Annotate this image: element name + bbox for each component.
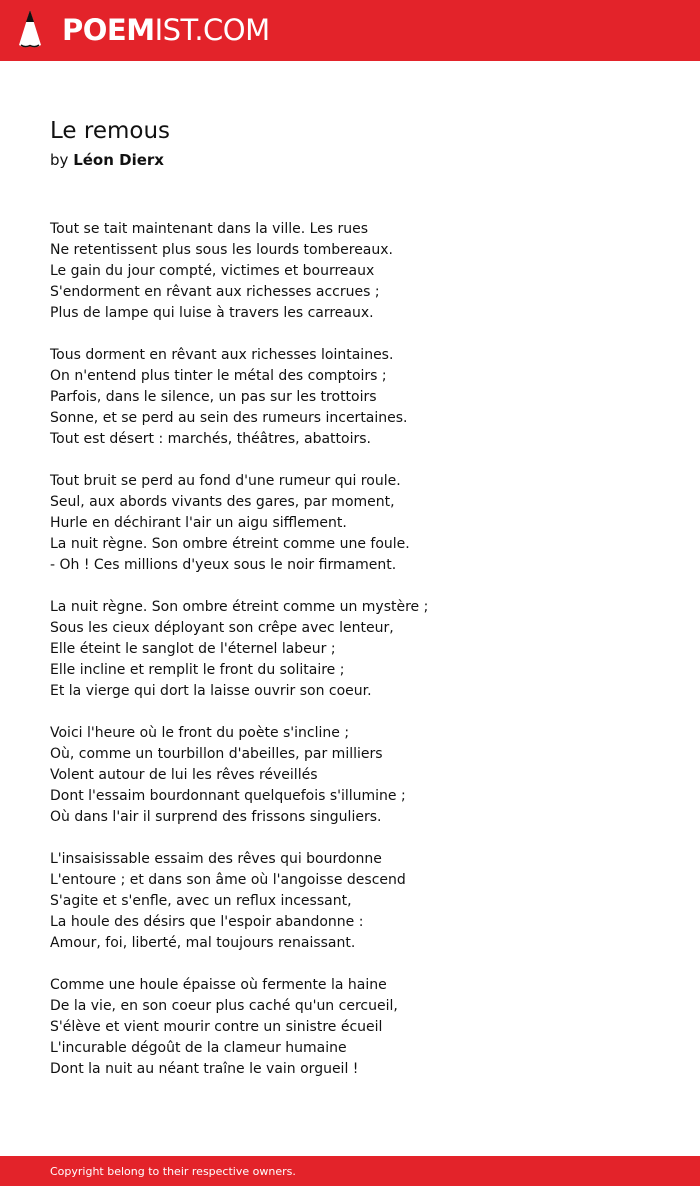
poem-line: Et la vierge qui dort la laisse ouvrir son coeur. (50, 683, 372, 699)
poem-stanza (50, 219, 650, 324)
copyright-text: Copyright belong to their respective owners. (50, 1165, 296, 1178)
poem-header (50, 112, 650, 170)
poem-line: Sous les cieux déployant son crêpe avec lenteur, (50, 620, 394, 636)
poem-line: De la vie, en son coeur plus caché qu'un cercueil, (50, 998, 398, 1014)
poem-line: - Oh ! Ces millions d'yeux sous le noir firmament. (50, 557, 397, 573)
author-name: Léon Dierx (73, 151, 164, 169)
site-logo-text (62, 9, 270, 51)
pencil-icon (18, 9, 42, 51)
poem-line: Voici l'heure où le front du poète s'incline ; (50, 725, 350, 741)
poem-stanza (50, 975, 650, 1080)
poem-line: La houle des désirs que l'espoir abandonne : (50, 914, 364, 930)
poem-line: Tous dorment en rêvant aux richesses lointaines. (50, 347, 394, 363)
poem-line: Elle incline et remplit le front du solitaire ; (50, 662, 345, 678)
poem-line: Tout se tait maintenant dans la ville. Les rues (50, 221, 369, 237)
logo-text-light: IST.COM (154, 13, 270, 47)
site-logo-link[interactable] (18, 9, 270, 51)
poem-line: Comme une houle épaisse où fermente la haine (50, 977, 387, 993)
poem-line: La nuit règne. Son ombre étreint comme une foule. (50, 536, 410, 552)
site-header (0, 0, 700, 61)
poem-line: S'élève et vient mourir contre un sinistre écueil (50, 1019, 383, 1035)
poem-line: Volent autour de lui les rêves réveillés (50, 767, 318, 783)
poem-line: L'incurable dégoût de la clameur humaine (50, 1040, 347, 1056)
poem-line: Tout bruit se perd au fond d'une rumeur qui roule. (50, 473, 401, 489)
poem-line: Tout est désert : marchés, théâtres, abattoirs. (50, 431, 371, 447)
poem-line: Amour, foi, liberté, mal toujours renaissant. (50, 935, 356, 951)
poem-body (50, 219, 650, 1101)
poem-line: La nuit règne. Son ombre étreint comme un mystère ; (50, 599, 429, 615)
poem-stanza (50, 471, 650, 576)
poem-line: Où dans l'air il surprend des frissons singuliers. (50, 809, 382, 825)
poem-line: Dont la nuit au néant traîne le vain orgueil ! (50, 1061, 359, 1077)
site-footer (0, 1156, 700, 1186)
poem-line: Où, comme un tourbillon d'abeilles, par milliers (50, 746, 383, 762)
poem-line: L'entoure ; et dans son âme où l'angoisse descend (50, 872, 406, 888)
poem-title: Le remous (50, 118, 171, 144)
poem-line: Hurle en déchirant l'air un aigu sifflement. (50, 515, 347, 531)
poem-line: L'insaisissable essaim des rêves qui bourdonne (50, 851, 382, 867)
poem-line: Plus de lampe qui luise à travers les carreaux. (50, 305, 374, 321)
poem-byline (50, 150, 650, 170)
poem-line: On n'entend plus tinter le métal des comptoirs ; (50, 368, 387, 384)
poem-line: S'endorment en rêvant aux richesses accrues ; (50, 284, 380, 300)
poem-line: Elle éteint le sanglot de l'éternel labeur ; (50, 641, 336, 657)
poem-line: Dont l'essaim bourdonnant quelquefois s'illumine ; (50, 788, 406, 804)
poem-line: Sonne, et se perd au sein des rumeurs incertaines. (50, 410, 408, 426)
poem-stanza (50, 345, 650, 450)
poem-line: S'agite et s'enfle, avec un reflux incessant, (50, 893, 352, 909)
poem-line: Le gain du jour compté, victimes et bourreaux (50, 263, 375, 279)
poem-stanza (50, 723, 650, 828)
logo-text-bold: POEM (62, 13, 155, 47)
poem-line: Seul, aux abords vivants des gares, par moment, (50, 494, 395, 510)
poem-stanza (50, 597, 650, 702)
poem-stanza (50, 849, 650, 954)
poem-line: Parfois, dans le silence, un pas sur les trottoirs (50, 389, 377, 405)
by-label: by (50, 151, 69, 169)
poem-line: Ne retentissent plus sous les lourds tombereaux. (50, 242, 393, 258)
